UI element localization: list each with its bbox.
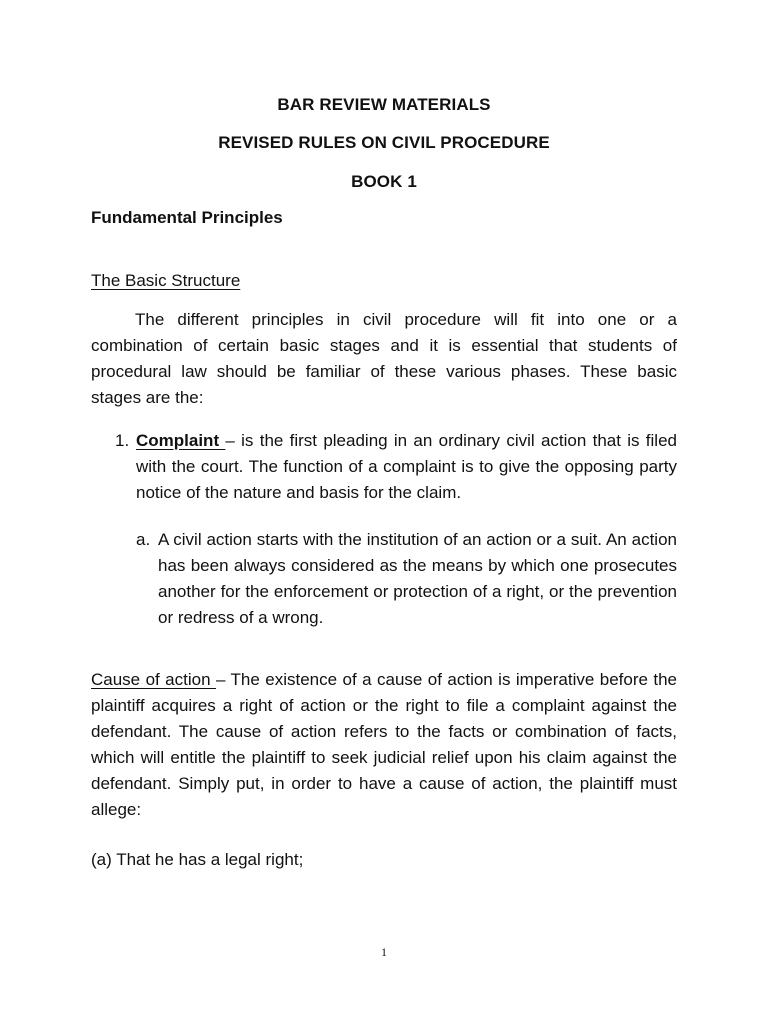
sub-item-letter: a. [136,530,151,549]
list-item-number: 1. [115,431,130,450]
sub-item-civil-action: A civil action starts with the institution of an action or a suit. An action has been always considered as the means by which one prosecutes another for the enforcement or protection of a right, or the prevention or redress of a wrong. [158,530,677,627]
complaint-term: Complaint [136,431,226,450]
list-item-complaint [136,428,677,506]
cause-of-action-text: – The existence of a cause of action is imperative before the plaintiff acquires a right of action or the right to file a complaint against the defendant. The cause of action refers to the facts or combination of facts, which will entitle the plaintiff to seek judicial relief upon his claim against the defendant. Simply put, in order to have a cause of action, the plaintiff must allege: [91,670,677,819]
cause-of-action-paragraph [91,667,677,823]
intro-paragraph: The different principles in civil procedure will fit into one or a combination of certain basic stages and it is essential that students of procedural law should be familiar of these various phases. These basic stages are the: [91,310,677,407]
document-heading-subject: REVISED RULES ON CIVIL PROCEDURE [218,133,550,152]
cause-of-action-term: Cause of action [91,670,216,689]
legal-right-item: (a) That he has a legal right; [91,850,304,869]
document-heading-book: BOOK 1 [351,172,417,191]
subsection-title: The Basic Structure [91,271,241,290]
section-title: Fundamental Principles [91,208,283,227]
complaint-text: – is the first pleading in an ordinary civil action that is filed with the court. The function of a complaint is to give the opposing party notice of the nature and basis for the claim. [136,431,677,502]
document-heading-title: BAR REVIEW MATERIALS [277,95,491,114]
page-number: 1 [381,945,387,959]
